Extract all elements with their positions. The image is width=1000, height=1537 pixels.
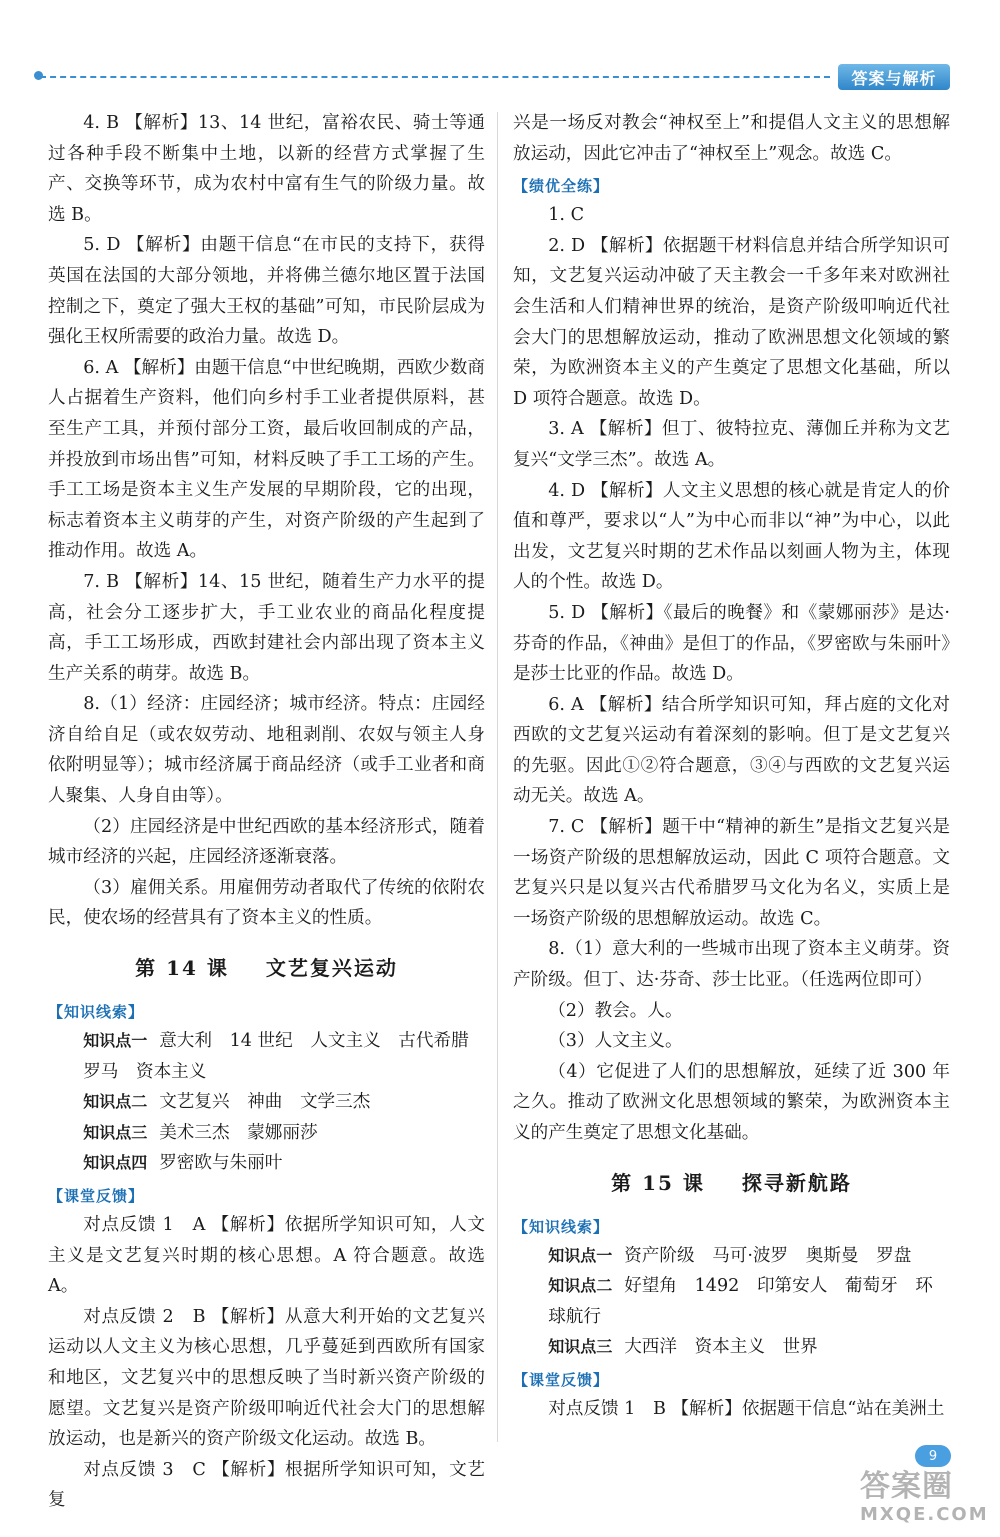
text-line: 民，使农场的经营具有了资本主义的性质。 [48, 908, 383, 929]
text-line: 6. A 【解析】结合所学知识可知，拜占庭的文化对西 [513, 694, 950, 746]
knowledge-point-text: 罗密欧与朱丽叶 [159, 1153, 283, 1174]
answer-paragraph [48, 689, 485, 811]
answer-paragraph [513, 690, 950, 812]
header-tag: 答案与解析 [838, 64, 950, 90]
knowledge-section-label: 【知识线索】 [48, 1003, 145, 1022]
answer-paragraph [48, 108, 485, 230]
feedback-paragraph [48, 1210, 485, 1302]
answer-paragraph [513, 1057, 950, 1149]
text-line: 8.（1）经济：庄园经济；城市经济。特点：庄园经济自 [48, 694, 485, 745]
excellent-section-label: 【绩优全练】 [513, 177, 610, 196]
answers-section [48, 108, 485, 934]
left-column [48, 108, 485, 1516]
text-line: 题意。故选 D。 [585, 388, 711, 409]
knowledge-point [48, 1148, 485, 1179]
answer-paragraph [513, 934, 950, 995]
knowledge-point-text: 美术三杰 蒙娜丽莎 [159, 1122, 318, 1143]
text-line: 3. A 【解析】但丁、彼特拉克、薄伽丘并称为文艺复兴 [513, 419, 950, 470]
text-line: 对点反馈 1 A 【解析】依据所学知识可知，人文主 [48, 1215, 485, 1266]
text-line: 文艺复兴是资产阶级叩响近代社会大门的思想解放运动， [48, 1398, 485, 1450]
watermark-text: 答案圈 [860, 1469, 953, 1504]
text-line: 兴是一场反对教会“神权至上”和提倡人文主义的思想解 [513, 113, 950, 133]
text-line: 文艺复兴时期的艺术作品以刻画人物为主，体现人的个 [513, 541, 950, 593]
text-line: 所需要的政治力量。故选 D。 [118, 327, 350, 348]
text-line: 给自足（或农奴劳动、地租剥削、农奴与领主人身依附明显 [48, 724, 485, 776]
text-line: 等）；城市经济属于商品经济（或手工业者和商人聚集、人 [48, 755, 485, 807]
text-line: 2. D 【解析】依据题干材料信息并结合所学知识可 [548, 235, 950, 256]
text-line: 对点反馈 2 B 【解析】从意大利开始的文艺复兴运 [48, 1306, 485, 1358]
text-line: （2）教会。人。 [548, 1000, 683, 1021]
knowledge-list [48, 1026, 485, 1179]
text-line: 欧的文艺复兴运动有着深刻的影响。但丁是文艺复兴的 [513, 725, 950, 776]
text-line: 生活和人们精神世界的统治，是资产阶级叩响近代社会大 [513, 296, 950, 348]
knowledge-point [513, 1271, 950, 1332]
knowledge-point-text: 文艺复兴 神曲 文学三杰 [159, 1092, 371, 1113]
knowledge-point-label: 知识点二 [83, 1092, 148, 1112]
lesson-14-title [48, 952, 485, 981]
knowledge-point-text: 好望角 1492 印第安人 葡萄牙 环 [624, 1276, 933, 1297]
text-line: （3）人文主义。 [548, 1031, 683, 1052]
answer-paragraph [48, 230, 485, 352]
answer-paragraph [513, 231, 950, 415]
text-line: 8.（1）意大利的一些城市出现了资本主义萌芽。资产 [513, 939, 950, 991]
answer-paragraph [48, 812, 485, 873]
knowledge-point-text: 罗马 资本主义 [83, 1061, 207, 1082]
feedback-paragraph [513, 1394, 950, 1425]
answer-paragraph [48, 873, 485, 934]
text-line: 6. A 【解析】由题干信息“中世纪晚期，西欧少数商人 [48, 357, 485, 409]
text-line: 也是新兴的资产阶级文化运动。故选 B。 [118, 1429, 437, 1450]
text-line: 主义萌芽的产生，对资产阶级的产生起到了推动作用。故 [48, 510, 485, 562]
answer-paragraph [513, 1026, 950, 1057]
text-line: 一场资产阶级的思想解放运动，因此 C 项符合题意。文艺 [513, 847, 950, 899]
lesson-15-title [513, 1167, 950, 1196]
text-line: 性。故选 D。 [565, 572, 674, 593]
text-line: 复兴只是以复兴古代希腊罗马文化为名义，实质上是一场 [513, 878, 950, 929]
text-line: 手段不断集中土地，以新的经营方式掌握了生产、交换等 [48, 143, 485, 195]
answer-paragraph [513, 598, 950, 690]
text-line: 区，文艺复兴中的思想反映了当时新兴资产阶级的愿望。 [48, 1367, 485, 1419]
text-line: 欧洲资本主义的产生奠定了思想文化基础，所以 D 项符合 [513, 358, 950, 409]
text-line: 资产阶级的思想解放运动。故选 C。 [548, 908, 832, 929]
text-line: （4）它促进了人们的思想解放，延续了近 300 年之久。 [513, 1061, 950, 1113]
feedback-section-label: 【课堂反馈】 [513, 1370, 610, 1389]
text-line: 7. B 【解析】14、15 世纪，随着生产力水平的提高，社 [48, 571, 485, 623]
text-line: 对点反馈 1 B 【解析】依据题干信息“站在美洲土 [548, 1398, 945, 1419]
text-line: 5. D 【解析】《最后的晚餐》和《蒙娜丽莎》是达·芬 [513, 602, 950, 654]
text-line: 阶级。但丁、达·芬奇、莎士比亚。（任选两位即可） [530, 970, 933, 991]
knowledge-point [48, 1026, 485, 1087]
watermark-logo [860, 1470, 992, 1530]
text-line: 是资本主义生产发展的早期阶段，它的出现，标志着资本 [48, 480, 485, 531]
page-number: 9 [915, 1445, 951, 1467]
knowledge-point-text: 球航行 [548, 1306, 601, 1327]
text-line: 占据着生产资料，他们向乡村手工业者提供原料，甚至生 [48, 388, 485, 439]
text-line: 会分工逐步扩大，手工业农业的商品化程度提高，手工工 [48, 602, 485, 654]
text-line: 放运动，因此它冲击了“神权至上”观念。故选 C。 [513, 143, 902, 164]
knowledge-point-label: 知识点三 [548, 1337, 613, 1357]
text-line: 先驱。因此①②符合题意，③④与西欧的文艺复兴运动无 [513, 755, 950, 807]
knowledge-point [513, 1241, 950, 1272]
header-rule [40, 76, 830, 78]
text-line: 选 A。 [153, 541, 208, 562]
answers-section [513, 200, 950, 1148]
knowledge-point [48, 1118, 485, 1149]
text-line: 环节，成为农村中富有生气的阶级力量。故选 B。 [48, 174, 485, 225]
text-line: 4. B 【解析】13、14 世纪，富裕农民、骑士等通过各种 [48, 113, 485, 164]
right-column [513, 108, 950, 1425]
text-line: 义是文艺复兴时期的核心思想。A 符合题意。故选 A。 [48, 1245, 485, 1297]
text-line: 和尊严，要求以“人”为中心而非以“神”为中心，以此出发， [513, 511, 950, 562]
lesson-name: 探寻新航路 [741, 1170, 852, 1195]
column-divider [497, 112, 498, 1442]
feedback-list [513, 1394, 950, 1425]
knowledge-point-label: 知识点二 [548, 1276, 613, 1296]
knowledge-point-label: 知识点三 [83, 1122, 148, 1142]
text-line: 市场出售”可知，材料反映了手工工场的产生。手工工场 [48, 449, 485, 501]
text-line: 知，文艺复兴运动冲破了天主教会一千多年来对欧洲社会 [513, 266, 950, 317]
feedback-paragraph [48, 1455, 485, 1516]
feedback-list [48, 1210, 485, 1516]
feedback-paragraph [48, 1302, 485, 1455]
text-line: 产工具，并预付部分工资，最后收回制成的产品，并投放到 [48, 418, 485, 470]
knowledge-point-label: 知识点四 [83, 1153, 148, 1173]
answer-paragraph [513, 812, 950, 934]
knowledge-point-text: 资产阶级 马可·波罗 奥斯曼 罗盘 [624, 1245, 912, 1266]
text-line: （2）庄园经济是中世纪西欧的基本经济形式，随着城 [48, 816, 485, 868]
knowledge-point [48, 1087, 485, 1118]
text-line: 对点反馈 3 C 【解析】根据所学知识可知，文艺复 [48, 1459, 485, 1511]
text-line: “文学三杰”。故选 A。 [548, 449, 726, 470]
text-line: 动以人文主义为核心思想，几乎蔓延到西欧所有国家和地 [48, 1337, 485, 1388]
text-line: 在法国的大部分领地，并将佛兰德尔地区置于法国控制之 [48, 265, 485, 317]
text-line: 奠定了思想文化基础。 [583, 1123, 760, 1143]
text-line: 下，奠定了强大王权的基础”可知，市民阶层成为强化王权 [48, 296, 485, 348]
text-line: 奇的作品，《神曲》是但丁的作品，《罗密欧与朱丽叶》是莎 [513, 633, 950, 685]
answer-paragraph [513, 108, 950, 169]
knowledge-point-text: 大西洋 资本主义 世界 [624, 1337, 818, 1358]
text-line: 市经济的兴起，庄园经济逐渐衰落。 [65, 847, 348, 868]
text-line: 5. D 【解析】由题干信息“在市民的支持下，获得英国 [48, 235, 485, 286]
answer-paragraph [48, 353, 485, 567]
answer-paragraph [513, 414, 950, 475]
watermark-url: MXQE.COM [860, 1504, 989, 1525]
text-line: 芽。故选 B。 [153, 663, 261, 684]
knowledge-point [513, 1332, 950, 1363]
knowledge-point-label: 知识点一 [548, 1245, 613, 1265]
feedback-section-label: 【课堂反馈】 [48, 1187, 145, 1205]
answer-paragraph [513, 996, 950, 1027]
text-line: 7. C 【解析】题干中“精神的新生”是指文艺复兴是 [548, 817, 950, 838]
knowledge-section-label: 【知识线索】 [513, 1217, 610, 1236]
knowledge-point-text: 意大利 14 世纪 人文主义 古代希腊 [159, 1031, 469, 1052]
text-line: 门的思想解放运动，推动了欧洲思想文化领域的繁荣，为 [513, 327, 950, 379]
continued-answer [513, 108, 950, 169]
text-line: （3）雇佣关系。用雇佣劳动者取代了传统的依附农 [83, 877, 485, 898]
lesson-number: 第 15 课 [611, 1170, 705, 1195]
lesson-name: 文艺复兴运动 [265, 956, 398, 981]
text-line: 士比亚的作品。故选 D。 [548, 664, 744, 685]
knowledge-point-label: 知识点一 [83, 1031, 148, 1051]
text-line: 关。故选 A。 [548, 786, 655, 807]
text-line: 身自由等）。 [135, 786, 233, 807]
answer-paragraph [513, 200, 950, 231]
answer-paragraph [513, 476, 950, 598]
text-line: 场形成，西欧封建社会内部出现了资本主义生产关系的萌 [48, 633, 485, 684]
lesson-number: 第 14 课 [135, 956, 229, 981]
answer-paragraph [48, 567, 485, 689]
knowledge-list [513, 1241, 950, 1363]
text-line: 4. D 【解析】人文主义思想的核心就是肯定人的价值 [513, 480, 950, 532]
text-line: 1. C [548, 205, 585, 226]
text-line: 推动了欧洲文化思想领域的繁荣，为欧洲资本主义的产生 [513, 1092, 950, 1143]
